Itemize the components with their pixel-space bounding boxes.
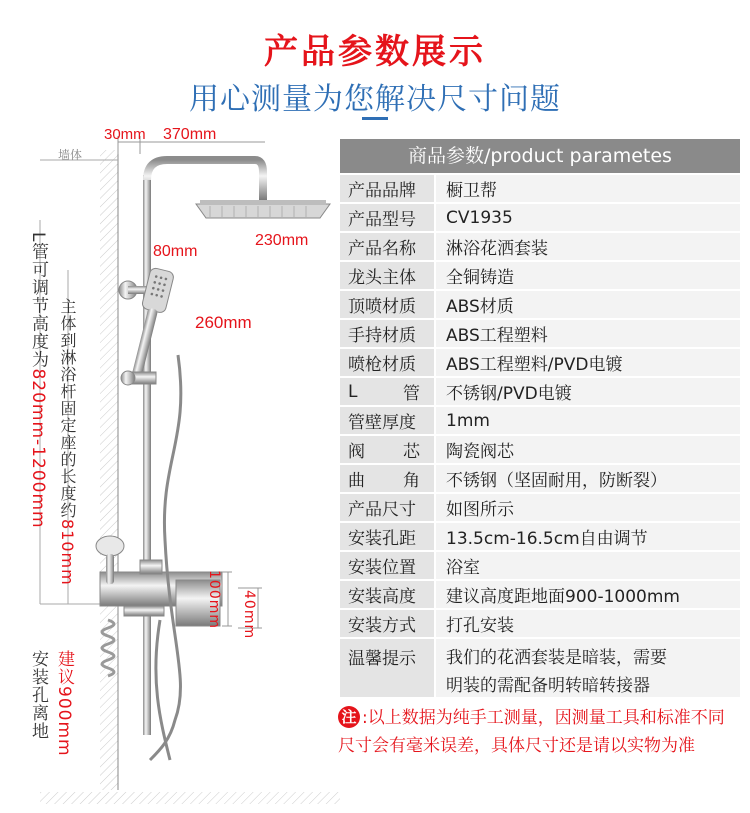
page-title: 产品参数展示 (264, 32, 486, 72)
dim-80-label: 80mm (153, 243, 198, 260)
table-row (340, 204, 740, 231)
dim-100-label: 100mm (206, 570, 222, 629)
table-row (340, 639, 740, 697)
dim-30-label: 30mm (104, 126, 146, 143)
param-key: 产品品牌 (340, 175, 434, 202)
table-row (340, 262, 740, 289)
param-key: 安装孔距 (340, 523, 434, 550)
param-key (340, 465, 434, 492)
param-key: 产品名称 (340, 233, 434, 260)
param-key: 产品型号 (340, 204, 434, 231)
body-length-text: 主体到淋浴杆固定座的长度约 (58, 298, 77, 519)
param-value: 建议高度距地面900-1000mm (436, 581, 740, 608)
param-key: 安装高度 (340, 581, 434, 608)
param-value: 13.5cm-16.5cm自由调节 (436, 523, 740, 550)
param-key-part: 阀 (348, 442, 365, 462)
table-row (340, 349, 740, 376)
param-value: ABS工程塑料 (436, 320, 740, 347)
table-row (340, 378, 740, 405)
page-subtitle: 用心测量为您解决尺寸问题 (189, 82, 561, 117)
param-value: ABS工程塑料/PVD电镀 (436, 349, 740, 376)
dim-260-label: 260mm (195, 313, 252, 332)
param-key-part: L (348, 381, 358, 402)
param-key: 龙头主体 (340, 262, 434, 289)
table-header: 商品参数/product parametes (340, 139, 740, 173)
table-row (340, 610, 740, 637)
param-key: 顶喷材质 (340, 291, 434, 318)
param-key: 喷枪材质 (340, 349, 434, 376)
table-row (340, 291, 740, 318)
param-value-line: 明装的需配备明转暗转接器 (446, 676, 650, 697)
install-height-value: 建议900mm (54, 650, 74, 757)
param-key-part: 管 (403, 384, 420, 405)
param-value: 不锈钢（坚固耐用，防断裂） (436, 465, 740, 492)
wall-label: 墙体 (58, 148, 83, 162)
table-row (340, 320, 740, 347)
param-value: 浴室 (436, 552, 740, 579)
param-value: CV1935 (436, 204, 740, 231)
param-key (340, 378, 434, 405)
param-key: 安装方式 (340, 610, 434, 637)
l-pipe-height-text: L管可调节高度为 (28, 232, 48, 369)
param-value: 不锈钢/PVD电镀 (436, 378, 740, 405)
param-key-part: 曲 (348, 470, 365, 491)
param-value: 陶瓷阀芯 (436, 436, 740, 463)
l-pipe-height-label (26, 232, 51, 529)
param-value: 1mm (436, 407, 740, 434)
param-key (340, 436, 434, 463)
body-length-label (56, 298, 79, 586)
dim-230-label: 230mm (255, 232, 309, 249)
param-key-part: 角 (403, 470, 420, 491)
l-pipe-height-range: 820mm-1200mm (28, 368, 48, 529)
shower-diagram (0, 120, 340, 809)
disclaimer-note (338, 704, 738, 760)
note-badge: 注 (338, 706, 360, 728)
param-value: ABS材质 (436, 291, 740, 318)
param-key-part: 芯 (403, 442, 420, 462)
dim-40-label: 40mm (241, 590, 257, 640)
body-length-value: 810mm (58, 519, 77, 586)
param-value: 全铜铸造 (436, 262, 740, 289)
param-key: 产品尺寸 (340, 494, 434, 521)
shower-drawing (0, 120, 340, 809)
table-row (340, 175, 740, 202)
param-key: 手持材质 (340, 320, 434, 347)
table-row (340, 523, 740, 550)
param-value (436, 639, 740, 697)
param-value: 橱卫帮 (436, 175, 740, 202)
note-text: :以上数据为纯手工测量，因测量工具和标准不同尺寸会有毫米误差，具体尺寸还是请以实物为准 (338, 708, 725, 756)
param-value: 如图所示 (436, 494, 740, 521)
install-height-text: 安装孔离地 (28, 650, 48, 740)
param-key: 管壁厚度 (340, 407, 434, 434)
param-value: 打孔安装 (436, 610, 740, 637)
table-row (340, 436, 740, 463)
table-row (340, 552, 740, 579)
param-value-line: 我们的花洒套装是暗装，需要 (446, 648, 667, 669)
table-row (340, 407, 740, 434)
param-key: 温馨提示 (340, 639, 434, 697)
param-key: 安装位置 (340, 552, 434, 579)
parameter-table (340, 139, 740, 697)
table-row (340, 494, 740, 521)
param-value: 淋浴花洒套装 (436, 233, 740, 260)
table-row (340, 233, 740, 260)
table-row (340, 465, 740, 492)
table-row (340, 581, 740, 608)
dim-370-label: 370mm (163, 126, 217, 143)
subtitle-underline (362, 117, 388, 120)
